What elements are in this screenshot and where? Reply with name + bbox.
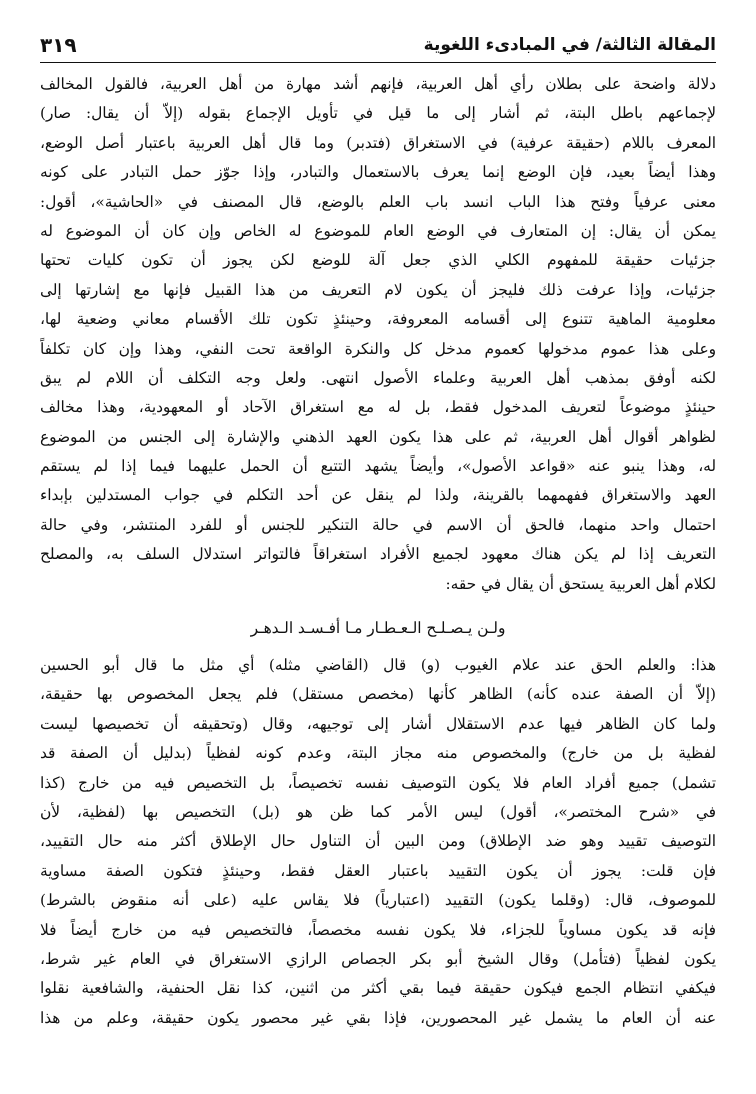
paragraph-1	[40, 70, 716, 599]
text-line: التعريف إذا لم يكن هناك معهود لجميع الأفراد استغراقاً فالتواتر استدلال السلف به، والمصلح	[40, 545, 716, 564]
text-line: وعلى هذا عموم مدخولها كعموم مدخل كل والنكرة الواقعة تحت النفي، وهذا وإن كان تكلفاً	[40, 339, 716, 358]
text-line: معنى عرفياً وفتح هذا الباب انسد باب العلم بالوضع، قال المصنف في «الحاشية»، أقول:	[40, 192, 716, 211]
text-line: تشمل) جميع أفراد العام فلا يكون التوصيف نفسه تخصيصاً، بل التخصيص فيه من خارج (كذا	[40, 773, 716, 792]
text-line: يمكن أن يقال: إن المتعارف في الوضع العام للموضوع له الخاص وإن كان أن الموضوع له	[40, 221, 716, 240]
text-line: للموصوف، قال: (وقلما يكون) التقييد (اعتبارياً) فلا يقاس عليه (على أنه منقوض بالشرط)	[40, 891, 716, 910]
text-line: هذا: والعلم الحق عند علام الغيوب (و) قال (القاضي مثله) أي مثل ما قال أبو الحسين	[40, 656, 716, 675]
text-line: لكلام أهل العربية يستحق أن يقال في حقه:	[445, 574, 716, 593]
text-line: عنه أن العام ما يشمل غير المحصورين، فإذا بقي غير محصور يكون حقيقة، وعلم من هذا	[40, 1008, 716, 1027]
text-line: معلومية الماهية تتنوع إلى أقسامه المعروفة، وحينئذٍ تكون تلك الأقسام معاني وضعية لها،	[40, 310, 716, 329]
paragraph-2	[40, 651, 716, 1033]
text-line: دلالة واضحة على بطلان رأي أهل العربية، فإنهم أشد مهارة من أهل العربية، فالقول المخالف	[40, 75, 716, 93]
page-number: ٣١٩	[40, 33, 77, 57]
chapter-title: المقالة الثالثة/ في المبادىء اللغوية	[423, 35, 716, 55]
text-line: له، وهذا ينبو عنه «قواعد الأصول»، وأيضاً يشهد التتبع أن الحمل عليهما فيما إذا لم يستقم	[40, 457, 716, 476]
text-line: لإجماعهم باطل البتة، ثم أشار إلى ما قيل في تأويل الإجماع بقوله (إلاّ أن يقال: صار)	[40, 104, 716, 123]
text-line: ولما كان الظاهر فيها عدم الاستقلال أشار إلى توجيهه، وقال (وتحقيقه أن تخصيصها ليست	[40, 714, 716, 733]
text-line: (إلاّ أن الصفة عنده كأنه) الظاهر كأنها (مخصص مستقل) فلم يجعل المخصوص بها حقيقة،	[40, 685, 716, 704]
text-line: فإن قلت: يجوز أن يكون التقييد باعتبار العقل فقط، وحينئذٍ فتكون الصفة مساوية	[40, 861, 716, 880]
text-line: احتمال واحد منهما، فالحق أن الاسم في حالة التنكير للجنس أو للفرد المنتشر، وفي حالة	[40, 515, 716, 534]
text-line: فإنه قد يكون مساوياً للجزاء، فلا يكون نفسه مخصصاً، فالتخصيص فيه من خارج أيضاً فلا	[40, 920, 716, 939]
text-line: لكنه أوفق بمذهب أهل العربية وعلماء الأصول انتهى. ولعل وجه التكلف أن اللام لم يبق	[40, 368, 716, 387]
spacer	[40, 599, 716, 613]
page-body	[40, 70, 716, 1033]
poetry-verse: ولـن يـصـلـح الـعـطـار مـا أفـسـد الـدهـر	[250, 619, 506, 638]
text-line: لفظية بل من خارج) والمخصوص منه مجاز البتة، وعدم كونه لفظياً (بدليل أن الصفة قد	[40, 744, 716, 763]
text-line: وهذا أيضاً بعيد، فإن الوضع إنما يعرف بالاستعمال والتبادر، وإذا جوّز حمل التبادر على كونه	[40, 163, 716, 182]
text-line: العهد والاستغراق ففهمهما بالقرينة، ولذا لم ينقل عن أحد التكلم في جواب المستدلين بإبداء	[40, 486, 716, 505]
text-line: فيكفي انتظام الجمع فيكون حقيقة فيما بقي أكثر من اثنين، كذا نقل الحنفية، والشافعية نقلوا	[40, 979, 716, 998]
text-line: جزئيات، وإذا عرفت ذلك فليجز أن يكون لام التعريف من هذا القبيل فإنها مع إشارتها إلى	[40, 280, 716, 299]
text-line: التوصيف تقييد وهو ضد الإطلاق) ومن البين أن التناول حال الإطلاق أكثر منه حال التقييد،	[40, 832, 716, 851]
text-line: لظواهر أقوال أهل العربية، ثم على هذا يكون العهد الذهني والإشارة إلى الجنس من الموضوع	[40, 427, 716, 446]
text-line: في «شرح المختصر»، أقول) ليس الأمر كما ظن هو (بل) التخصيص بها (لفظية، لأن	[40, 802, 716, 821]
running-header	[40, 28, 716, 63]
text-line: حينئذٍ موضوعاً لتعريف المدخول فقط، بل له مع استغراق الآحاد أو المعهودية، وهذا مخالف	[40, 398, 716, 417]
text-line: المعرف باللام (حقيقة عرفية) في الاستغراق (فتدبر) وما قال أهل العربية باعتبار أصل الوضع،	[40, 133, 716, 152]
text-line: جزئيات حقيقة للمفهوم الكلي الذي جعل آلة للوضع لكن يجوز أن تكون كليات تحتها	[40, 251, 716, 270]
text-line: يكون لفظياً (فتأمل) وقال الشيخ أبو بكر الجصاص الرازي الاستغراق في العام غير شرط،	[40, 949, 716, 968]
